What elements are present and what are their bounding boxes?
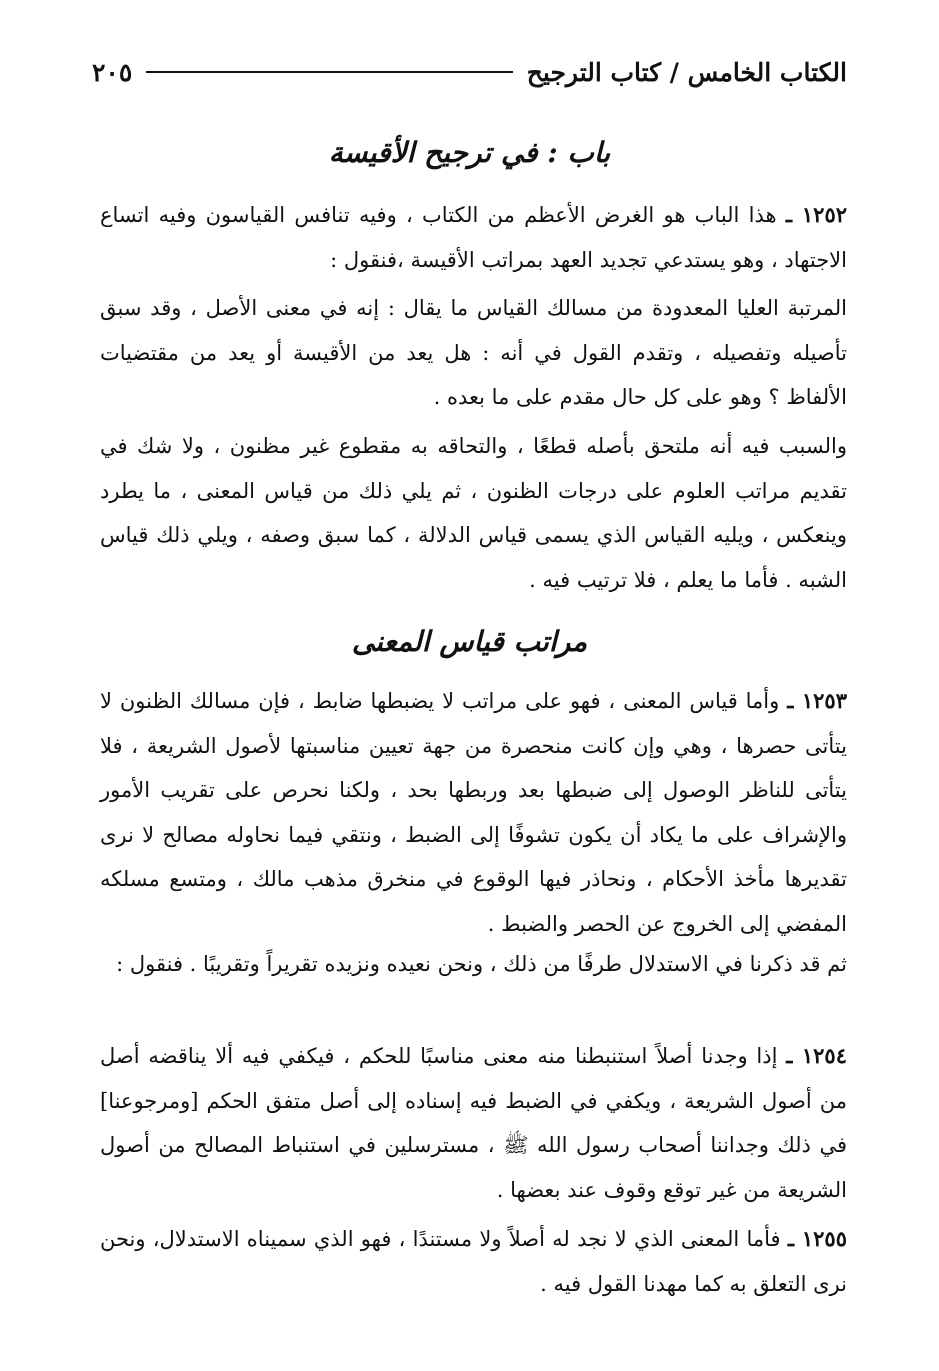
paragraph-text: المرتبة العليا المعدودة من مسالك القياس ما يقال : إنه في معنى الأصل ، وقد سبق تأصيله وتفصيله ، وتقدم القول في أنه : هل يعد من الأقيسة أو يعد من مقتضيات الألفاظ ؟ وهو على كل حال مقدم على ما بعده . — [100, 296, 847, 410]
paragraph-body — [100, 286, 847, 420]
paragraph-body — [100, 942, 847, 987]
paragraph-1255 — [100, 1217, 847, 1306]
paragraph-number: ١٢٥٥ ـ — [787, 1226, 847, 1251]
paragraph-text: هذا الباب هو الغرض الأعظم من الكتاب ، وفيه تنافس القياسون وفيه اتساع الاجتهاد ، وهو يستدعي تجديد العهد بمراتب الأقيسة ،فنقول : — [100, 203, 847, 272]
paragraph-text: والسبب فيه أنه ملتحق بأصله قطعًا ، والتحاقه به مقطوع غير مظنون ، ولا شك في تقديم مراتب العلوم على درجات الظنون ، ثم يلي ذلك من قياس المعنى ، ما يطرد وينعكس ، ويليه القياس الذي يسمى قياس الدلالة ، كما سبق وصفه ، ويلي ذلك قياس الشبه . فأما ما يعلم ، فلا ترتيب فيه . — [100, 434, 847, 592]
paragraph-1253 — [100, 679, 847, 947]
paragraph-text: وأما قياس المعنى ، فهو على مراتب لا يضبطها ضابط ، فإن مسالك الظنون لا يتأتى حصرها ، وهي وإن كانت منحصرة من جهة تعيين مناسبتها لأصول الشريعة ، فلا يتأتى للناظر الوصول إلى ضبطها بعد وربطها بحد ، ولكنا نحرص على تقريب الأمور والإشراف على ما يكاد أن يكون تشوفًا إلى الضبط ، ونتقي فيما نحاوله مصالح لا نرى تقديرها مأخذ الأحكام ، ونحاذر فيها الوقوع في منخرق مذهب مالك ، ومتسع مسلكه المفضي إلى الخروج عن الحصر والضبط . — [100, 689, 847, 936]
paragraph-text: إذا وجدنا أصلاً استنبطنا منه معنى مناسبًا للحكم ، فيكفي فيه ألا يناقضه أصل من أصول الشريعة ، ويكفي في الضبط فيه إسناده إلى أصل متفق الحكم [ومرجوعنا] في ذلك وجداننا أصحاب رسول الله ﷺ ، مسترسلين في استنباط المصالح من أصول الشريعة من غير توقع وقوف عند بعضها . — [100, 1044, 847, 1202]
header-rule — [146, 71, 512, 73]
page-number: ٢٠٥ — [92, 57, 133, 87]
paragraph-1252 — [100, 193, 847, 282]
paragraph-text: ثم قد ذكرنا في الاستدلال طرفًا من ذلك ، ونحن نعيده ونزيده تقريراً وتقريبًا . فنقول : — [116, 952, 847, 976]
paragraph-number: ١٢٥٢ ـ — [785, 202, 848, 227]
paragraph-body — [100, 424, 847, 602]
paragraph-number: ١٢٥٤ ـ — [786, 1043, 847, 1068]
paragraph-1254 — [100, 1034, 847, 1212]
paragraph-number: ١٢٥٣ ـ — [787, 688, 847, 713]
section-heading-chapter: باب : في ترجيح الأقيسة — [328, 136, 611, 169]
paragraph-text: فأما المعنى الذي لا نجد له أصلاً ولا مستندًا ، فهو الذي سميناه الاستدلال، ونحن نرى التعلق به كما مهدنا القول فيه . — [100, 1227, 847, 1296]
section-heading-ranks: مراتب قياس المعنى — [351, 625, 588, 658]
running-header-title: الكتاب الخامس / كتاب الترجيح — [526, 57, 847, 87]
running-header — [92, 50, 847, 94]
